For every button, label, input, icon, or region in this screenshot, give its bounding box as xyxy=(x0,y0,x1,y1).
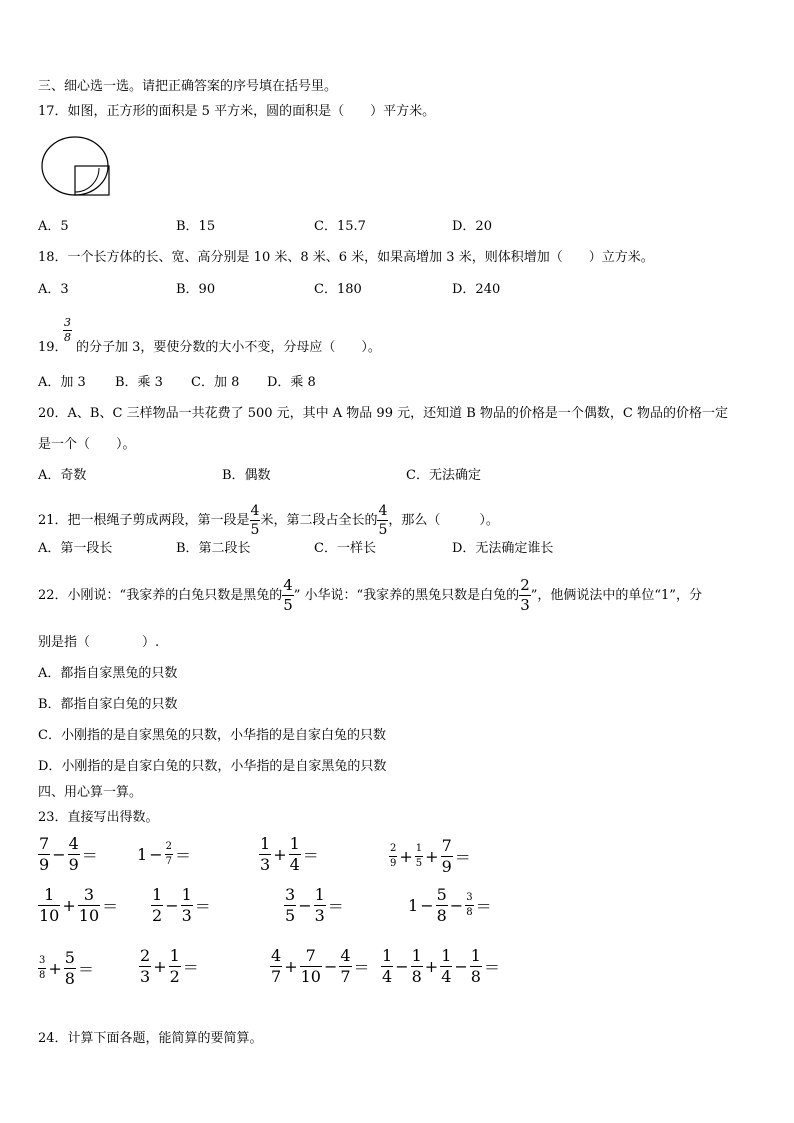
numerator: 3 xyxy=(285,885,296,904)
q22-fraction-1 xyxy=(282,578,294,613)
calc-fraction xyxy=(339,948,351,985)
q19-prefix: 19． xyxy=(38,340,68,355)
denominator: 7 xyxy=(165,856,172,867)
equals-sign: ＝ xyxy=(302,846,319,865)
calc-fraction xyxy=(64,950,76,987)
q19-denominator: 8 xyxy=(64,331,71,344)
denominator: 9 xyxy=(39,855,50,874)
calc-fraction xyxy=(381,948,393,985)
equals-sign: ＝ xyxy=(194,897,211,916)
plus-sign: + xyxy=(62,896,76,915)
equals-sign: ＝ xyxy=(475,897,492,916)
calc-r2-1 xyxy=(38,887,120,924)
q22-stem-line2: 别是指（ ）. xyxy=(38,635,160,650)
denominator: 8 xyxy=(466,907,473,918)
calc-fraction xyxy=(139,948,151,985)
calc-fraction xyxy=(465,893,473,918)
calc-fraction xyxy=(441,838,453,875)
denominator: 3 xyxy=(314,906,325,925)
q21-fraction-2-num: 4 xyxy=(378,503,388,519)
q20-option-a[interactable]: A．奇数 xyxy=(38,468,87,483)
q21-fraction-2 xyxy=(377,504,388,537)
calc-fraction xyxy=(181,887,193,924)
q21-text-1: 21．把一根绳子剪成两段，第一段是 xyxy=(38,512,250,528)
section-3-heading: 三、细心选一选。请把正确答案的序号填在括号里。 xyxy=(38,79,338,94)
denominator: 5 xyxy=(415,858,423,869)
q22-fraction-2-num: 2 xyxy=(520,576,530,594)
equals-sign: ＝ xyxy=(174,846,191,865)
denominator: 8 xyxy=(470,967,481,986)
denominator: 7 xyxy=(271,967,282,986)
calc-fraction xyxy=(284,887,296,924)
q17-option-d[interactable]: D．20 xyxy=(452,219,492,234)
whole-one: 1 xyxy=(408,896,419,915)
denominator: 8 xyxy=(411,967,422,986)
minus-sign: − xyxy=(165,896,179,915)
q22-text-1: 22．小刚说：“我家养的白兔只数是黑兔的 xyxy=(38,587,283,603)
q24-title: 24．计算下面各题，能简算的要简算。 xyxy=(38,1031,263,1046)
q18-option-d[interactable]: D．240 xyxy=(452,282,501,297)
numerator: 4 xyxy=(68,834,79,853)
q22-option-b[interactable]: B．都指自家白兔的只数 xyxy=(38,697,178,712)
q19-option-c[interactable]: C．加 8 xyxy=(191,375,240,390)
q18-option-c[interactable]: C．180 xyxy=(314,282,362,297)
calc-r1-4 xyxy=(389,838,473,875)
numerator: 2 xyxy=(389,844,397,857)
calc-r3-1 xyxy=(38,950,96,987)
calc-r1-3 xyxy=(259,836,321,873)
q22-fraction-1-den: 5 xyxy=(283,596,293,614)
plus-sign: + xyxy=(48,959,62,978)
calc-r2-3 xyxy=(284,887,346,924)
numerator: 1 xyxy=(260,834,271,853)
q18-stem: 18．一个长方体的长、宽、高分别是 10 米、8 米、6 米，如果高增加 3 米，则体积增加（ ）立方米。 xyxy=(38,250,654,265)
q19-option-b[interactable]: B．乘 3 xyxy=(115,375,163,390)
minus-sign: − xyxy=(395,957,409,976)
denominator: 3 xyxy=(260,855,271,874)
calc-r1-1 xyxy=(38,836,100,873)
minus-sign: − xyxy=(52,845,66,864)
equals-sign: ＝ xyxy=(483,958,500,977)
q21-text-3: ，那么（ ）。 xyxy=(388,512,499,528)
equals-sign: ＝ xyxy=(353,958,370,977)
denominator: 9 xyxy=(390,858,397,869)
calc-fraction xyxy=(411,948,423,985)
calc-r3-3 xyxy=(270,948,372,985)
q21-option-b[interactable]: B．第二段长 xyxy=(176,541,251,556)
numerator: 1 xyxy=(38,887,60,906)
q22-text-3: ”，他俩说法中的单位“1”，分 xyxy=(530,587,702,603)
q21-option-c[interactable]: C．一样长 xyxy=(314,541,376,556)
denominator: 9 xyxy=(68,855,79,874)
q22-option-d[interactable]: D．小刚指的是自家白兔的只数，小华指的是自家黑兔的只数 xyxy=(38,759,387,774)
equals-sign: ＝ xyxy=(77,960,94,979)
numerator: 3 xyxy=(465,893,473,906)
denominator: 3 xyxy=(181,906,192,925)
numerator: 1 xyxy=(411,946,422,965)
q21-text-2: 米，第二段占全长的 xyxy=(260,512,378,528)
calc-fraction xyxy=(470,948,482,985)
minus-sign: − xyxy=(323,957,338,976)
numerator: 1 xyxy=(152,885,163,904)
numerator: 1 xyxy=(415,844,423,857)
calc-fraction xyxy=(165,842,173,867)
numerator: 1 xyxy=(441,946,452,965)
plus-sign: + xyxy=(399,847,413,866)
numerator: 3 xyxy=(78,887,100,906)
numerator: 7 xyxy=(39,834,50,853)
numerator: 2 xyxy=(140,946,151,965)
q20-stem-line2: 是一个（ ）。 xyxy=(38,437,136,452)
q21-option-d[interactable]: D．无法确定谁长 xyxy=(452,541,554,556)
calc-fraction xyxy=(68,836,80,873)
q19-option-d[interactable]: D．乘 8 xyxy=(267,375,316,390)
calc-r3-4 xyxy=(381,948,502,985)
calc-fraction xyxy=(38,956,46,981)
q18-option-a[interactable]: A．3 xyxy=(38,282,69,297)
q18-option-b[interactable]: B．90 xyxy=(176,282,216,297)
numerator: 7 xyxy=(300,948,322,967)
numerator: 3 xyxy=(38,956,46,969)
q20-option-c[interactable]: C．无法确定 xyxy=(406,468,481,483)
equals-sign: ＝ xyxy=(182,958,199,977)
equals-sign: ＝ xyxy=(327,897,344,916)
denominator: 4 xyxy=(382,967,393,986)
denominator: 10 xyxy=(39,906,60,925)
calc-fraction xyxy=(436,887,448,924)
equals-sign: ＝ xyxy=(102,897,119,916)
minus-sign: − xyxy=(298,896,312,915)
numerator: 7 xyxy=(441,836,452,855)
calc-fraction xyxy=(415,844,423,869)
numerator: 1 xyxy=(181,885,192,904)
denominator: 3 xyxy=(140,967,151,986)
q20-stem-line1: 20．A、B、C 三样物品一共花费了 500 元，其中 A 物品 99 元，还知道 B 物品的价格是一个偶数，C 物品的价格一定 xyxy=(38,406,728,421)
q19-fraction xyxy=(63,317,72,344)
calc-fraction xyxy=(440,948,452,985)
numerator: 1 xyxy=(289,834,300,853)
q17-option-c[interactable]: C．15.7 xyxy=(314,219,366,234)
calc-fraction xyxy=(78,887,100,924)
q22-option-a[interactable]: A．都指自家黑兔的只数 xyxy=(38,666,178,681)
numerator: 5 xyxy=(64,948,75,967)
numerator: 1 xyxy=(470,946,481,965)
q22-fraction-1-num: 4 xyxy=(283,576,293,594)
q22-fraction-2 xyxy=(519,578,531,613)
denominator: 10 xyxy=(78,906,100,925)
numerator: 2 xyxy=(165,842,173,855)
calc-fraction xyxy=(289,836,301,873)
denominator: 5 xyxy=(285,906,296,925)
q20-option-b[interactable]: B．偶数 xyxy=(222,468,271,483)
calc-r3-2 xyxy=(139,948,201,985)
q21-stem xyxy=(38,504,499,537)
numerator: 4 xyxy=(340,946,351,965)
numerator: 1 xyxy=(382,946,393,965)
denominator: 7 xyxy=(340,967,351,986)
denominator: 8 xyxy=(39,970,46,981)
q19-numerator: 3 xyxy=(64,316,71,329)
q21-option-a[interactable]: A．第一段长 xyxy=(38,541,113,556)
q22-stem-line1 xyxy=(38,578,702,613)
plus-sign: + xyxy=(424,957,439,976)
denominator: 2 xyxy=(152,906,163,925)
q17-option-b[interactable]: B．15 xyxy=(176,219,216,234)
q23-title: 23．直接写出得数。 xyxy=(38,810,159,825)
denominator: 8 xyxy=(436,906,447,925)
numerator: 1 xyxy=(169,946,180,965)
circle-square-figure xyxy=(40,134,114,200)
calc-fraction xyxy=(38,887,60,924)
q22-text-2: ” 小华说：“我家养的黑兔只数是白兔的 xyxy=(293,587,520,603)
denominator: 8 xyxy=(64,969,75,988)
plus-sign: + xyxy=(153,957,167,976)
equals-sign: ＝ xyxy=(81,846,98,865)
calc-fraction xyxy=(389,844,397,869)
plus-sign: + xyxy=(273,845,287,864)
q21-fraction-1-den: 5 xyxy=(250,522,260,538)
plus-sign: + xyxy=(425,847,439,866)
denominator: 2 xyxy=(169,967,180,986)
calc-fraction xyxy=(270,948,282,985)
calc-r2-2 xyxy=(151,887,213,924)
numerator: 5 xyxy=(436,885,447,904)
denominator: 4 xyxy=(289,855,300,874)
q22-fraction-2-den: 3 xyxy=(520,596,530,614)
q19-option-a[interactable]: A．加 3 xyxy=(38,375,86,390)
q21-fraction-2-den: 5 xyxy=(378,522,388,538)
minus-sign: − xyxy=(454,957,468,976)
minus-sign: − xyxy=(149,845,163,864)
calc-fraction xyxy=(314,887,326,924)
denominator: 9 xyxy=(441,857,452,876)
numerator: 4 xyxy=(271,946,282,965)
calc-fraction xyxy=(169,948,181,985)
denominator: 4 xyxy=(441,967,452,986)
calc-r1-2 xyxy=(137,842,193,867)
calc-fraction xyxy=(151,887,163,924)
minus-sign: − xyxy=(449,896,464,915)
equals-sign: ＝ xyxy=(454,848,471,867)
q17-stem: 17．如图，正方形的面积是 5 平方米，圆的面积是（ ）平方米。 xyxy=(38,104,436,119)
whole-one: 1 xyxy=(137,845,148,864)
calc-fraction xyxy=(38,836,50,873)
q19-stem: 的分子加 3，要使分数的大小不变，分母应（ ）。 xyxy=(76,340,381,355)
plus-sign: + xyxy=(284,957,298,976)
minus-sign: − xyxy=(420,896,434,915)
q17-option-a[interactable]: A．5 xyxy=(38,219,69,234)
q21-fraction-1-num: 4 xyxy=(250,503,260,519)
calc-r2-4 xyxy=(408,887,494,924)
section-4-heading: 四、用心算一算。 xyxy=(38,785,143,800)
q21-fraction-1 xyxy=(250,504,261,537)
calc-fraction xyxy=(300,948,322,985)
q22-option-c[interactable]: C．小刚指的是自家黑兔的只数，小华指的是自家白兔的只数 xyxy=(38,728,386,743)
denominator: 10 xyxy=(300,967,321,986)
calc-fraction xyxy=(259,836,271,873)
numerator: 1 xyxy=(314,885,325,904)
